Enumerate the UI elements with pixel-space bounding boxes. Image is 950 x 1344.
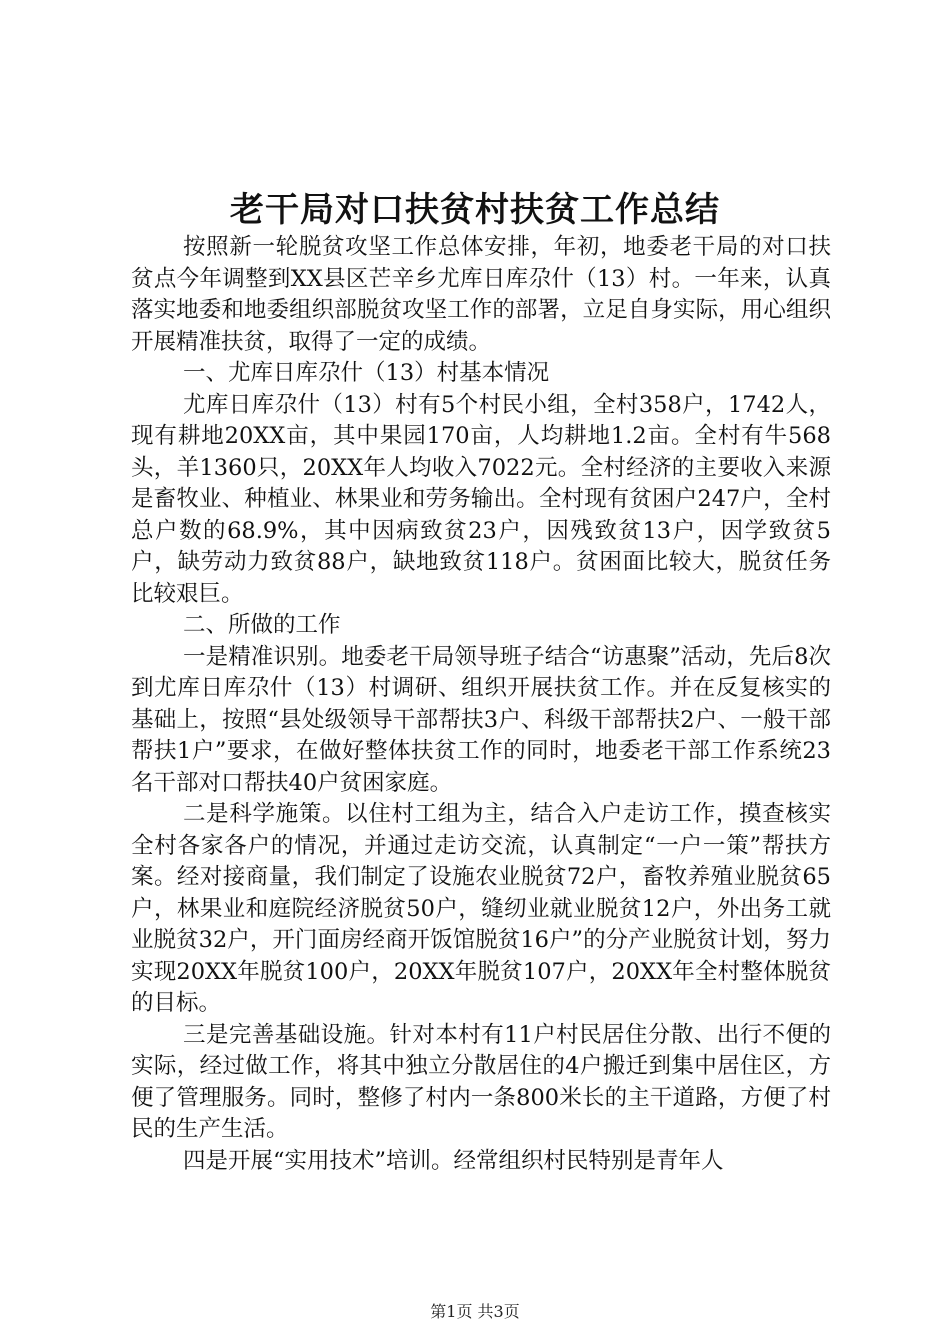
intro-paragraph: 按照新一轮脱贫攻坚工作总体安排，年初，地委老干局的对口扶贫点今年调整到XX县区芒辛乡尤库日库尕什（13）村。一年来，认真落实地委和地委组织部脱贫攻坚工作的部署，立足自身实际，用心组织开展精准扶贫，取得了一定的成绩。 xyxy=(131,234,831,355)
work-item-1-paragraph: 一是精准识别。地委老干局领导班子结合“访惠聚”活动，先后8次到尤库日库尕什（13）村调研、组织开展扶贫工作。并在反复核实的基础上，按照“县处级领导干部帮扶3户、科级干部帮扶2户、一般干部帮扶1户”要求，在做好整体扶贫工作的同时，地委老干部工作系统23名干部对口帮扶40户贫困家庭。 xyxy=(131,643,831,796)
village-info-paragraph: 尤库日库尕什（13）村有5个村民小组，全村358户，1742人，现有耕地20XX亩，其中果园170亩，人均耕地1.2亩。全村有牛568头，羊1360只，20XX年人均收入7022元。全村经济的主要收入来源是畜牧业、种植业、林果业和劳务输出。全村现有贫困户247户，全村总户数的68.9%，其中因病致贫23户，因残致贫13户，因学致贫5户，缺劳动力致贫88户，缺地致贫118户。贫困面比较大，脱贫任务比较艰巨。 xyxy=(131,391,831,607)
section-heading-1: 一、尤库日库尕什（13）村基本情况 xyxy=(183,360,550,386)
work-item-4-paragraph: 四是开展“实用技术”培训。经常组织村民特别是青年人 xyxy=(183,1147,724,1174)
document-title: 老干局对口扶贫村扶贫工作总结 xyxy=(230,190,720,230)
work-item-2-paragraph: 二是科学施策。以住村工组为主，结合入户走访工作，摸查核实全村各家各户的情况，并通过走访交流，认真制定“一户一策”帮扶方案。经对接商量，我们制定了设施农业脱贫72户，畜牧养殖业脱贫65户，林果业和庭院经济脱贫50户，缝纫业就业脱贫12户，外出务工就业脱贫32户，开门面房经商开饭馆脱贫16户”的分产业脱贫计划，努力实现20XX年脱贫100户，20XX年脱贫107户，20XX年全村整体脱贫的目标。 xyxy=(131,801,831,1016)
section-heading-2: 二、所做的工作 xyxy=(183,612,341,638)
document-body xyxy=(131,232,831,1177)
page-number-footer: 第1页 共3页 xyxy=(430,1302,520,1321)
work-item-3-paragraph: 三是完善基础设施。针对本村有11户村民居住分散、出行不便的实际，经过做工作，将其中独立分散居住的4户搬迁到集中居住区，方便了管理服务。同时，整修了村内一条800米长的主干道路，方便了村民的生产生活。 xyxy=(131,1021,831,1142)
